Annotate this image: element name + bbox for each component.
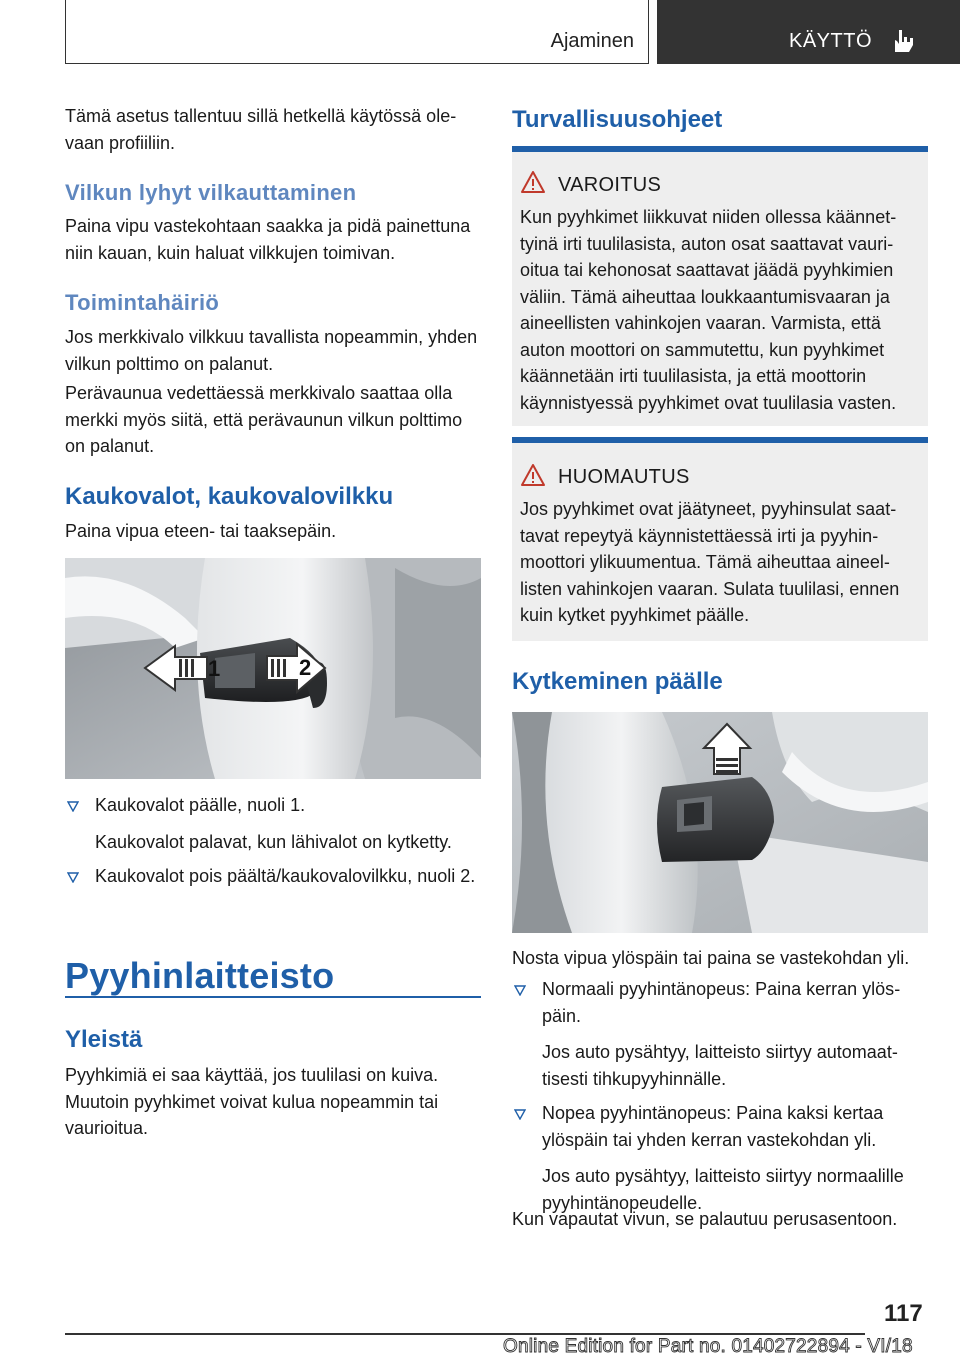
heading-rule — [65, 996, 481, 998]
arrow-1-label: 1 — [208, 656, 221, 681]
highbeam-lever-image — [65, 558, 481, 779]
switch-on-list — [512, 976, 928, 1216]
list-item — [512, 1100, 928, 1216]
fault-text-2: Perävaunua vedettäessä merkkivalo saattaa olla merkki myös siitä, että perävaunun vilkun polttimo on palanut. — [65, 383, 463, 456]
flash-text: Paina vipu vastekohtaan saakka ja pidä painettuna niin kauan, kuin haluat vilkkujen toimivan. — [65, 216, 471, 263]
list-item — [65, 792, 481, 855]
fault-text-1: Jos merkkivalo vilkkuu tavallista nopeammin, yhden vilkun polttimo on palanut. — [65, 327, 478, 374]
notice-bar — [512, 437, 928, 443]
fault-heading: Toimintahäiriö — [65, 290, 220, 315]
footer-rule — [65, 1333, 865, 1335]
bullet-triangle-icon — [67, 801, 79, 812]
bullet-triangle-icon — [514, 985, 526, 996]
list-item-cont: Kaukovalot palavat, kun lähivalot on kytketty. — [95, 831, 452, 852]
switch-on-text: Nosta vipua ylöspäin tai paina se vastekohdan yli. — [512, 948, 910, 968]
bullet-triangle-icon — [67, 872, 79, 883]
arrow-2-label: 2 — [299, 655, 312, 680]
list-item-text: Kaukovalot pois päältä/kaukovalovilkku, nuoli 2. — [95, 866, 476, 886]
list-item — [512, 976, 928, 1092]
safety-heading: Turvallisuusohjeet — [512, 106, 723, 133]
wiper-heading: Pyyhinlaitteisto — [65, 955, 335, 996]
general-heading: Yleistä — [65, 1026, 143, 1053]
bullet-triangle-icon — [514, 1109, 526, 1120]
flash-heading: Vilkun lyhyt vilkauttaminen — [65, 180, 357, 205]
list-item-cont: Jos auto pysähtyy, laitteisto siirtyy normaalille pyyhintänopeudelle. — [542, 1166, 904, 1213]
warning-triangle-icon — [520, 170, 546, 194]
section-title: Ajaminen — [550, 30, 634, 52]
warning-bar — [512, 146, 928, 152]
notice-text: Jos pyyhkimet ovat jäätyneet, pyyhinsulat saattavat repeytyä käynnistettäessä irti ja pyyhinmoottori ylikuumentua. Tämä aiheuttaa aineellisten vahinkojen vaaran. Sulata tuulilasi, ennen kuin kytket pyyhkimet päälle. — [520, 499, 900, 625]
switch-on-heading: Kytkeminen päälle — [512, 668, 723, 695]
highbeam-list — [65, 792, 481, 890]
header-section-box — [65, 0, 649, 64]
list-item — [65, 863, 481, 890]
release-text: Kun vapautat vivun, se palautuu perusasentoon. — [512, 1209, 898, 1229]
notice-box — [512, 437, 928, 641]
list-item-text: Nopea pyyhintänopeus: Paina kaksi kertaa ylöspäin tai yhden kerran vastekohdan yli. — [542, 1103, 884, 1150]
page-number: 117 — [884, 1300, 923, 1327]
chapter-tab-label: KÄYTTÖ — [789, 30, 873, 52]
chapter-tab — [657, 0, 960, 64]
general-text: Pyyhkimiä ei saa käyttää, jos tuulilasi on kuiva. Muutoin pyyhkimet voivat kulua nopeammin tai vaurioitua. — [65, 1065, 439, 1138]
intro-text: Tämä asetus tallentuu sillä hetkellä käytössä olevaan profiiliin. — [65, 106, 457, 153]
list-item-text: Kaukovalot päälle, nuoli 1. — [95, 795, 306, 815]
wiper-lever-image — [512, 712, 928, 933]
highbeam-text: Paina vipua eteen- tai taaksepäin. — [65, 521, 337, 541]
warning-text: Kun pyyhkimet liikkuvat niiden ollessa käännettyinä irti tuulilasista, auton osat saattavat vaurioitua tai kehonosat saattavat jäädä pyyhkimien väliin. Tämä aiheuttaa loukkaantumisvaaran ja aineellisten vahinkojen vaaran. Varmista, että auton moottori on sammutettu, kun pyyhkimet käännetään irti tuulilasista, ja että moottorin käynnistyessä pyyhkimet ovat tuulilasia vasten. — [520, 207, 897, 413]
edition-footer: Online Edition for Part no. 01402722894 - VI/18 — [503, 1336, 913, 1357]
highbeam-heading: Kaukovalot, kaukovalovilkku — [65, 483, 394, 510]
warning-box — [512, 146, 928, 426]
warning-triangle-icon — [520, 463, 546, 487]
list-item-cont: Jos auto pysähtyy, laitteisto siirtyy automaattisesti tihkupyyhinnälle. — [542, 1042, 898, 1089]
notice-title: HUOMAUTUS — [558, 466, 690, 488]
list-item-text: Normaali pyyhintänopeus: Paina kerran ylöspäin. — [542, 979, 901, 1026]
pointing-hand-icon — [889, 26, 919, 56]
warning-title: VAROITUS — [558, 174, 662, 196]
